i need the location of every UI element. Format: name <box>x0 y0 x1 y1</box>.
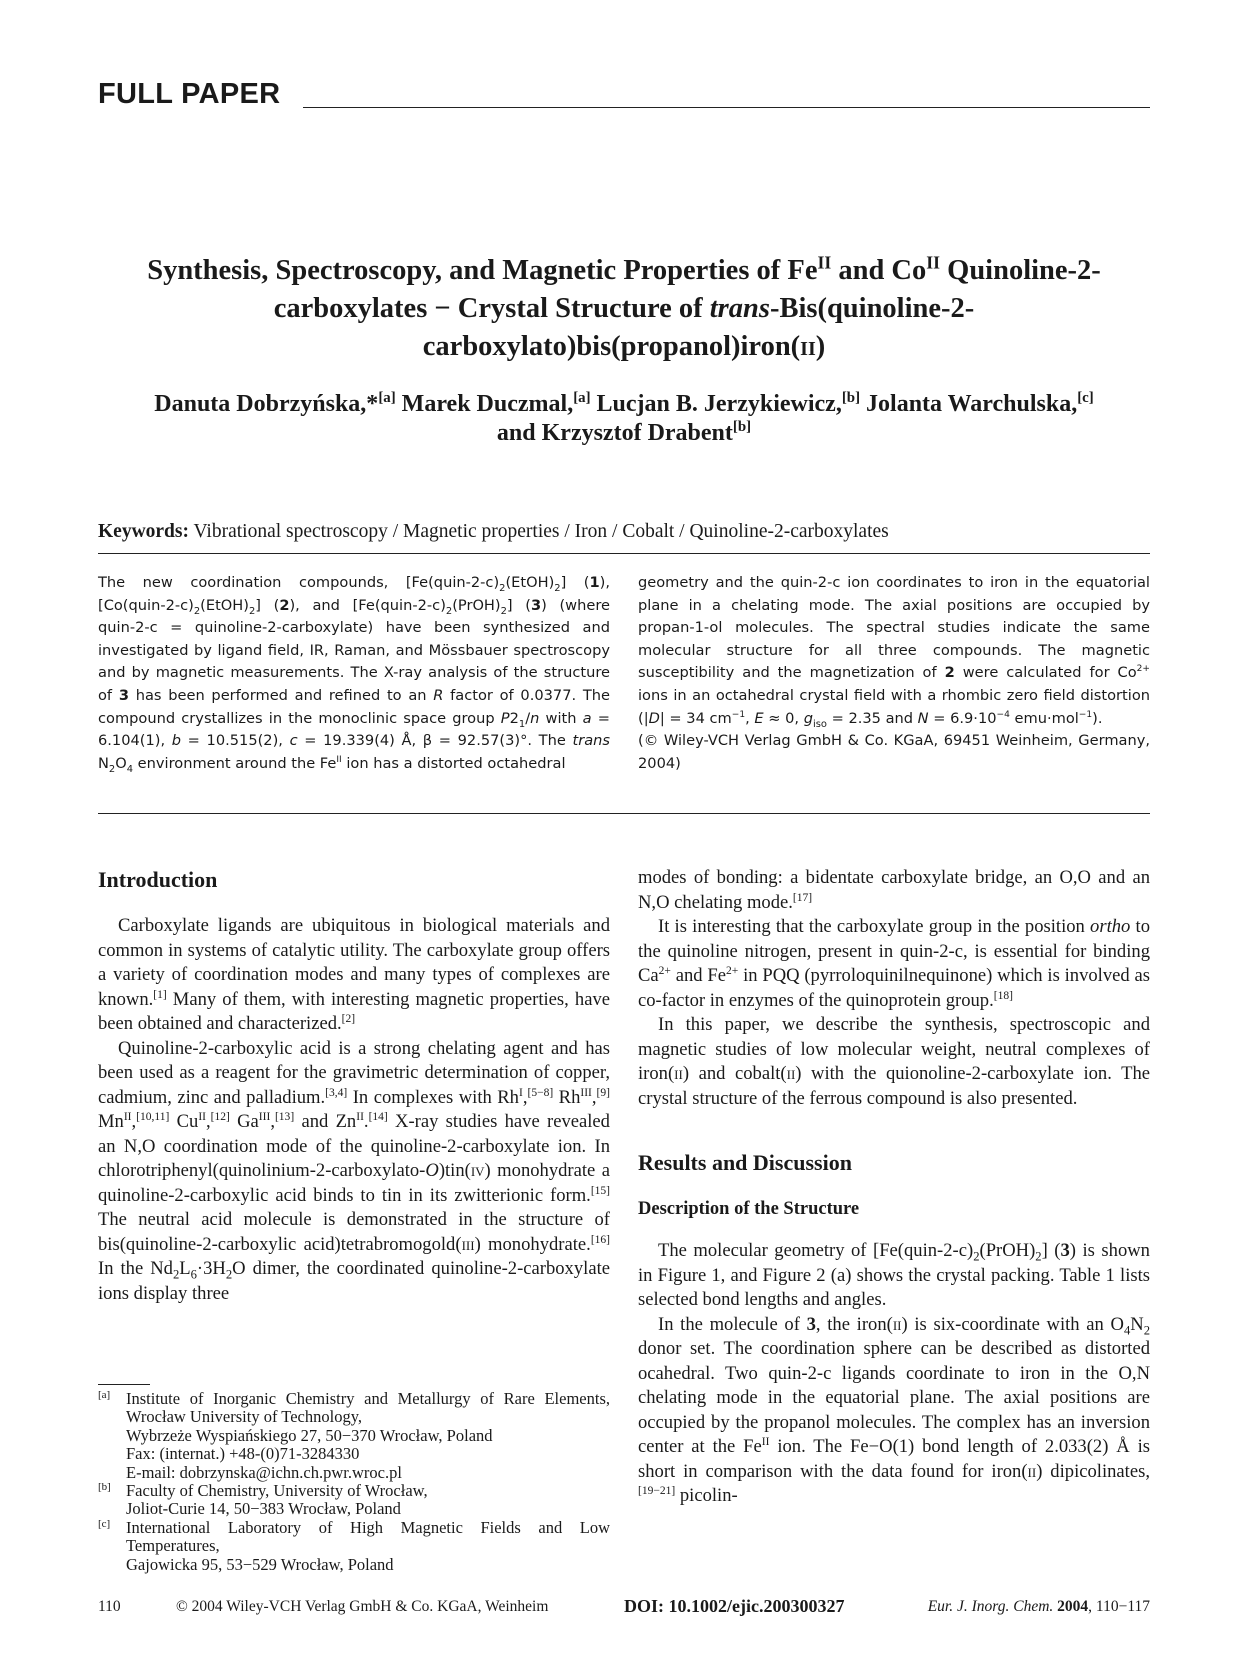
author-name: Marek Duczmal, <box>395 391 574 417</box>
author-name: Lucjan B. Jerzykiewicz, <box>590 391 842 417</box>
footnote-rule <box>98 1384 150 1385</box>
author-name: and Krzysztof Drabent <box>496 420 733 446</box>
footer-copyright: © 2004 Wiley-VCH Verlag GmbH & Co. KGaA, Weinheim <box>176 1598 549 1615</box>
footnote-c: [c] International Laboratory of High Magnetic Fields and Low Temperatures, Gajowicka 95, 53−529 Wrocław, Poland <box>98 1517 610 1574</box>
abstract-rule <box>98 813 1150 814</box>
abstract-right-column: geometry and the quin-2-c ion coordinates to iron in the equatorial plane in a chelating mode. The axial positions are occupied by propan-1-ol molecules. The spectral studies indicate the same molecular structure for all three compounds. The magnetic susceptibility and the magnetization of 2 were calculated for $Co^{2+}$ ions in an octahedral crystal field with a rhombic zero field distortion (|D| = 34 $cm^{-1}$, E ≈ 0, $g_{iso} = 2.35$ and $N = 6.9\cdot 10^{-4}$ emu·mol$^{-1}$). (© Wiley-VCH Verlag GmbH & Co. KGaA, 69451 Weinheim, Germany, 2004) <box>638 574 1151 772</box>
intro-paragraph-3: It is interesting that the carboxylate group in the position ortho to the quinoline nitrogen, present in quin-2-c, is essential for binding $Ca^{2+}$ and $Fe^{2+}$ in PQQ (pyrroloquinilnequinone) which is involved as co-factor in enzymes of the quinoprotein group.[18] <box>638 916 1150 1011</box>
page-header <box>98 78 1150 112</box>
intro-paragraph-2: Quinoline-2-carboxylic acid is a strong chelating agent and has been used as a reagent for the gravimetric determination of copper, cadmium, zinc and palladium.[3,4] In complexes with $Rh^I,[5-8]$ $Rh^{III},[9]$ $Mn^{II},[10,11]$ $Cu^{II},[12]$ $Ga^{III},[13]$ and $Zn^{II}.[14]$ X-ray studies have revealed an N,O coordination mode of the quinoline-2-carboxylate ion. In chlorotriphenyl(quinolinium-2-carboxylato-O)tin(iv) monohydrate a quinoline-2-carboxylic acid binds to tin in its zwitterionic form.[15] The neutral acid molecule is demonstrated in the structure of bis(quinoline-2-carboxylic acid)tetrabromogold(iii) monohydrate.[16] In the $Nd_2L_6\cdot 3H_2O$ dimer, the coordinated quinoline-2-carboxylate ions display three <box>98 1037 610 1304</box>
page-number: 110 <box>98 1598 121 1615</box>
author-name: Jolanta Warchulska, <box>860 391 1078 417</box>
body-left-column <box>98 866 610 1306</box>
footnote-b: [b] Faculty of Chemistry, University of Wrocław, Joliot-Curie 14, 50−383 Wrocław, Poland <box>98 1481 428 1519</box>
keywords-rule <box>98 553 1150 554</box>
author-name: Danuta Dobrzyńska,* <box>154 391 379 417</box>
abstract-left-column: The new coordination compounds, $[Fe(quin-2-c)_2(EtOH)_2]$ (1), $[Co(quin-2-c)_2(EtOH)_2]$ (2), and $[Fe(quin-2-c)_2(PrOH)_2]$ (3) (where quin-2-c = quinoline-2-carboxylate) have been synthesized and investigated by ligand field, IR, Raman, and Mössbauer spectroscopy and by magnetic measurements. The X-ray analysis of the structure of 3 has been performed and refined to an R factor of 0.0377. The compound crystallizes in the monoclinic space group $P2_1/n$ with a = 6.104(1), b = 10.515(2), c = 19.339(4) Å, β = 92.57(3)°. The trans $N_2O_4$ environment around the $Fe^{II}$ ion has a distorted octahedral <box>98 574 610 775</box>
structure-subheading: Description of the Structure <box>638 1199 860 1219</box>
body-right-column <box>638 866 1150 1509</box>
article-type-label: FULL PAPER <box>98 78 281 110</box>
keywords-label: Keywords: <box>98 521 189 542</box>
results-heading: Results and Discussion <box>638 1150 852 1175</box>
footnote-a: [a] Institute of Inorganic Chemistry and Metallurgy of Rare Elements, Wrocław University of Technology, Wybrzeże Wyspiańskiego 27, 50−370 Wrocław, Poland Fax: (internat.) +48-(0)71-3284330 E-mail: dobrzynska@ichn.ch.pwr.wroc.pl <box>98 1389 610 1482</box>
keywords-text: Vibrational spectroscopy / Magnetic properties / Iron / Cobalt / Quinoline-2-carboxylates <box>189 521 889 542</box>
page-footer <box>98 1598 1150 1622</box>
journal-citation: Eur. J. Inorg. Chem. 2004, 110−117 <box>927 1598 1150 1615</box>
intro-paragraph-continued: modes of bonding: a bidentate carboxylate bridge, an O,O and an N,O chelating mode.[17] <box>638 867 1150 913</box>
introduction-heading: Introduction <box>98 867 218 892</box>
author-list: Danuta Dobrzyńska,*[a] Marek Duczmal,[a] Lucjan B. Jerzykiewicz,[b] Jolanta Warchulska,[c] and Krzysztof Drabent[b] <box>154 390 1094 446</box>
doi-link[interactable]: DOI: 10.1002/ejic.200300327 <box>624 1596 845 1616</box>
intro-paragraph-1: Carboxylate ligands are ubiquitous in biological materials and common in systems of catalytic utility. The carboxylate group offers a variety of coordination modes and many types of complexes are known.[1] Many of them, with interesting magnetic properties, have been obtained and characterized.[2] <box>98 915 610 1034</box>
intro-paragraph-4: In this paper, we describe the synthesis, spectroscopic and magnetic studies of low molecular weight, neutral complexes of iron(ii) and cobalt(ii) with the quionoline-2-carboxylate ion. The crystal structure of the ferrous compound is also presented. <box>638 1014 1150 1109</box>
affiliation-footnotes <box>98 1390 610 1574</box>
header-rule <box>303 107 1150 108</box>
structure-paragraph-2: In the molecule of 3, the iron(ii) is six-coordinate with an $O_4N_2$ donor set. The coordination sphere can be described as distorted ocahedral. Two quin-2-c ligands coordinate to iron in the O,N chelating mode in the equatorial plane. The axial positions are occupied by the propanol molecules. The complex has an inversion center at the $Fe^{II}$ ion. The Fe−O(1) bond length of 2.033(2) Å is short in comparison with the data found for iron(ii) dipicolinates,[19−21] picolin- <box>638 1313 1151 1506</box>
structure-paragraph-1: The molecular geometry of $[Fe(quin-2-c)_2(PrOH)_2]$ (3) is shown in Figure 1, and Figure 2 (a) shows the crystal packing. Table 1 lists selected bond lengths and angles. <box>638 1240 1150 1310</box>
keywords-line <box>98 520 1150 544</box>
paper-title: Synthesis, Spectroscopy, and Magnetic Properties of $Fe^{II}$ and $Co^{II}$ Quinoline-2- carboxylates − Crystal Structure of trans-Bis(quinoline-2- carboxylato)bis(propanol)iron(ii) <box>147 252 1101 362</box>
